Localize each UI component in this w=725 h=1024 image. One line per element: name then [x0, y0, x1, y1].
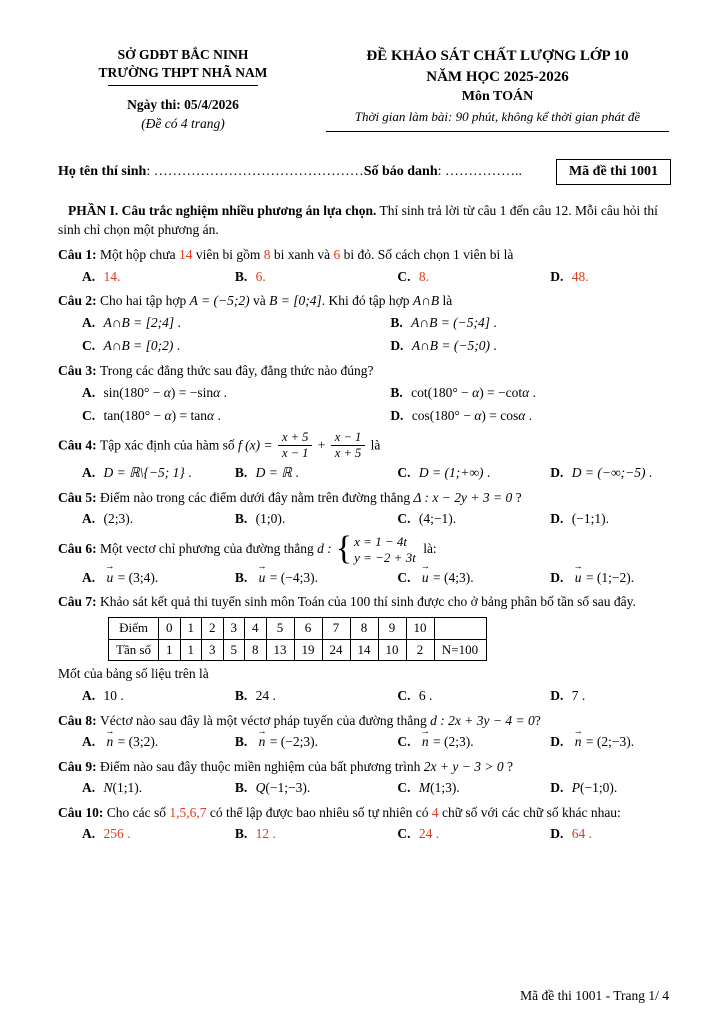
math-expression: α — [163, 384, 171, 400]
answer-label: D. — [390, 338, 404, 354]
answer-label: B. — [234, 734, 248, 750]
math-expression: D = ℝ\{−5; 1} — [103, 465, 185, 481]
subject-name: Môn TOÁN — [461, 89, 534, 105]
answer-label: C. — [397, 826, 411, 842]
answers-grid — [82, 823, 671, 845]
student-info-line — [58, 164, 546, 180]
vector-symbol: → n — [421, 732, 430, 752]
student-info-row — [58, 159, 671, 185]
question-label: Câu 8: — [58, 712, 101, 728]
question-stem: Câu 2: Cho hai tập hợp A = (−5;2) và B = [0;4]. Khi đó tập hợp A∩B là — [58, 293, 453, 309]
question-label: Câu 4: — [58, 437, 101, 453]
answer-option: A. D = ℝ\{−5; 1} . — [82, 465, 192, 481]
answer-label: A. — [82, 826, 96, 842]
question-stem: Câu 10: Cho các số 1,5,6,7 có thể lập được bao nhiêu số tự nhiên có 4 chữ số với các chữ số khác nhau: — [58, 804, 621, 820]
answer-option: B. A∩B = (−5;4] . — [390, 314, 497, 330]
question-stem: Câu 9: Điểm nào sau đây thuộc miền nghiệm của bất phương trình 2x + y − 3 > 0 ? — [58, 758, 513, 774]
answer-option: C. → n = (2;3). — [397, 731, 542, 753]
math-expression: B = [0;4] — [269, 293, 322, 309]
table-cell: 10 — [406, 617, 434, 639]
answer-option: A. → n = (3;2). — [82, 731, 227, 753]
fraction-denominator: x + 5 — [334, 446, 362, 461]
math-expression: d : 2x + 3y − 4 = 0 — [430, 712, 535, 728]
question-stem: Câu 8: Véctơ nào sau đây là một véctơ pháp tuyến của đường thẳng d : 2x + 3y − 4 = 0? — [58, 712, 541, 728]
math-expression: α — [213, 384, 221, 400]
equation-system — [335, 530, 416, 568]
school-year: NĂM HỌC 2025-2026 — [426, 68, 569, 85]
fraction-denominator: x − 1 — [281, 446, 309, 461]
answer-option: B. D = ℝ . — [234, 465, 299, 481]
math-expression: P — [571, 780, 581, 796]
math-expression: 2x + y − 3 > 0 — [423, 758, 504, 774]
answer-option: C. tan(180° − α) = tanα . — [82, 408, 221, 424]
question-block — [58, 530, 671, 588]
question-label: Câu 10: — [58, 804, 107, 820]
answer-label: A. — [82, 465, 96, 481]
math-expression: d : — [317, 540, 332, 556]
candidate-number-dots: : …………….. — [437, 163, 523, 179]
answer-label: C. — [397, 465, 411, 481]
student-name-label: Họ tên thí sinh — [58, 163, 147, 179]
school-name: TRƯỜNG THPT NHÃ NAM — [98, 65, 268, 81]
highlighted-number: 6 — [333, 247, 341, 263]
part1-description: Thí sinh trả lời từ câu 1 đến câu 12. Mỗi câu hỏi thí sinh chỉ chọn một phương án. — [58, 202, 658, 238]
question-block — [58, 711, 671, 753]
answer-label: C. — [397, 734, 411, 750]
table-cell: 0 — [159, 617, 181, 639]
question-stem: Câu 3: Trong các đẳng thức sau đây, đẳng thức nào đúng? — [58, 363, 374, 378]
answer-option: D. (−1;1). — [550, 511, 609, 527]
answer-label: C. — [397, 687, 411, 703]
math-expression: α — [164, 408, 172, 424]
math-expression: α — [472, 384, 480, 400]
question-label: Câu 5: — [58, 489, 101, 505]
vector-symbol: → u — [258, 568, 267, 588]
question-label: Câu 6: — [58, 540, 101, 556]
answer-label: B. — [234, 465, 248, 481]
math-expression: N — [103, 780, 113, 796]
table-row — [109, 617, 487, 639]
table-cell: 1 — [159, 639, 181, 661]
exam-title: ĐỀ KHẢO SÁT CHẤT LƯỢNG LỚP 10 — [366, 48, 629, 64]
math-expression: α — [522, 384, 530, 400]
answers-grid — [82, 685, 671, 707]
highlighted-number: 8. — [418, 268, 430, 284]
highlighted-number: 24 . — [418, 826, 440, 842]
table-cell: 5 — [223, 639, 245, 661]
answer-option: B. (1;0). — [234, 511, 286, 527]
answer-option: A. 10 . — [82, 687, 124, 703]
answer-option: C. M(1;3). — [397, 780, 460, 796]
cases-brace-icon: { — [335, 530, 353, 568]
question-stem: Câu 7: Khảo sát kết quả thi tuyển sinh môn Toán của 100 thí sinh được cho ở bảng phân bố tần số sau đây. — [58, 594, 636, 610]
answer-option: D. D = (−∞;−5) . — [550, 465, 653, 481]
answer-label: C. — [397, 511, 411, 527]
table-cell: 2 — [202, 617, 224, 639]
answer-label: D. — [550, 268, 564, 284]
math-expression: A∩B = (−5;4] — [411, 314, 491, 330]
table-cell: 5 — [266, 617, 294, 639]
table-cell — [434, 617, 486, 639]
answer-label: D. — [550, 465, 564, 481]
answer-option: A. A∩B = [2;4] . — [82, 314, 181, 330]
header — [58, 46, 671, 133]
question-post-text: Mốt của bảng số liệu trên là — [58, 666, 209, 682]
question-stem: Câu 6: Một vectơ chỉ phương của đường thẳng d : { x = 1 − 4t y = −2 + 3t là: — [58, 530, 437, 568]
answer-option: A. → u = (3;4). — [82, 567, 227, 589]
answer-label: A. — [82, 268, 96, 284]
answer-option: A. (2;3). — [82, 511, 134, 527]
vector-symbol: → u — [574, 568, 583, 588]
answer-option — [235, 266, 390, 288]
fraction — [278, 431, 312, 462]
answer-label: D. — [390, 408, 404, 424]
answer-option: D. A∩B = (−5;0) . — [390, 338, 497, 354]
vector-symbol: → n — [258, 732, 267, 752]
frequency-table — [108, 617, 487, 662]
table-cell: 8 — [350, 617, 378, 639]
highlighted-number: 256 . — [103, 826, 131, 842]
answer-option: B. 24 . — [234, 687, 276, 703]
answer-label: A. — [82, 734, 96, 750]
answer-label: C. — [82, 408, 96, 424]
student-name-dots: : ……………………………………… — [146, 163, 364, 179]
answer-option: C. → u = (4;3). — [397, 567, 542, 589]
highlighted-number: 14. — [103, 268, 121, 284]
table-cell: Điểm — [109, 617, 159, 639]
answer-option: C. A∩B = [0;2) . — [82, 338, 181, 354]
answer-option: B. → u = (−4;3). — [235, 567, 390, 589]
question-label: Câu 9: — [58, 758, 101, 774]
answer-label: C. — [397, 569, 411, 585]
table-cell: 24 — [322, 639, 350, 661]
answer-option: D. 7 . — [550, 687, 586, 703]
table-cell: 14 — [350, 639, 378, 661]
answer-label: A. — [82, 780, 96, 796]
answer-label: A. — [82, 569, 96, 585]
highlighted-number: 8 — [263, 247, 271, 263]
fraction — [331, 431, 365, 462]
answer-label: D. — [550, 511, 564, 527]
answer-label: B. — [234, 511, 248, 527]
question-label: Câu 1: — [58, 247, 101, 263]
answer-option: A. N(1;1). — [82, 780, 143, 796]
vector-symbol: → n — [106, 732, 115, 752]
answer-label: B. — [390, 384, 403, 400]
table-cell: 19 — [294, 639, 322, 661]
table-cell: N=100 — [434, 639, 486, 661]
question-label: Câu 2: — [58, 293, 101, 309]
answer-label: A. — [82, 687, 96, 703]
fraction-numerator: x − 1 — [331, 431, 365, 447]
answer-option — [550, 266, 671, 288]
table-cell: 7 — [322, 617, 350, 639]
highlighted-number: 6. — [255, 268, 266, 284]
math-expression: f (x) = — [237, 437, 276, 453]
cases-rows — [354, 534, 416, 566]
question-stem: Câu 4: Tập xác định của hàm số f (x) = $\frac{x + 5}{x - 1}$ + $\frac{x - 1}{x + 5}$ là — [58, 429, 381, 461]
answer-option: C. 6 . — [397, 687, 433, 703]
answers-grid — [82, 508, 671, 530]
answers-grid — [82, 382, 671, 427]
answer-label: A. — [82, 511, 96, 527]
question-stem: Câu 5: Điểm nào trong các điểm dưới đây nằm trên đường thẳng Δ : x − 2y + 3 = 0 ? — [58, 489, 522, 505]
answer-option: A. sin(180° − α) = −sinα . — [82, 384, 227, 400]
department-name: SỞ GDĐT BẮC NINH — [117, 47, 249, 62]
answer-label: D. — [550, 780, 564, 796]
fraction-numerator: x + 5 — [278, 431, 312, 447]
page-footer: Mã đề thi 1001 - Trang 1/ 4 — [520, 988, 669, 1003]
math-expression: Δ : x − 2y + 3 = 0 — [413, 489, 513, 505]
answer-option — [397, 823, 542, 845]
answer-option: D. cos(180° − α) = cosα . — [390, 408, 533, 424]
answer-option: C. D = (1;+∞) . — [397, 465, 491, 481]
answer-option — [82, 823, 227, 845]
vector-symbol: → n — [574, 732, 583, 752]
table-row — [109, 639, 487, 661]
math-expression: A∩B = (−5;0) — [411, 338, 491, 354]
table-cell: 1 — [180, 639, 202, 661]
answer-label: D. — [550, 569, 564, 585]
answers-grid — [82, 462, 671, 484]
table-cell: 9 — [378, 617, 406, 639]
question-block — [58, 431, 671, 484]
table-cell: 3 — [223, 617, 245, 639]
highlighted-number: 14 — [178, 247, 193, 263]
table-cell: 6 — [294, 617, 322, 639]
math-expression: D = ℝ — [255, 465, 292, 481]
answer-option: C. (4;−1). — [397, 511, 457, 527]
answers-grid — [82, 777, 671, 799]
candidate-number-label: Số báo danh — [363, 163, 438, 179]
cases-row: x = 1 − 4t — [354, 533, 408, 549]
answer-option — [397, 266, 542, 288]
part1-title: PHẦN I. Câu trắc nghiệm nhiều phương án lựa chọn. — [68, 202, 377, 218]
pages-note: (Đề có 4 trang) — [141, 115, 225, 131]
question-block — [58, 803, 671, 845]
highlighted-number: 48. — [571, 268, 589, 284]
math-expression: α — [518, 408, 526, 424]
answers-grid — [82, 266, 671, 288]
table-cell: 1 — [180, 617, 202, 639]
answer-label: B. — [234, 826, 248, 842]
math-expression: A∩B — [412, 293, 440, 309]
question-block — [58, 592, 671, 706]
math-expression: α — [474, 408, 482, 424]
answer-label: C. — [397, 780, 411, 796]
answer-option: D. P(−1;0). — [550, 780, 618, 796]
answer-label: D. — [550, 826, 564, 842]
table-cell: Tần số — [109, 639, 159, 661]
table-cell: 2 — [406, 639, 434, 661]
question-block — [58, 488, 671, 530]
highlighted-number: 12 . — [255, 826, 276, 842]
part1-intro — [58, 201, 671, 239]
header-left-rule — [108, 85, 258, 86]
exam-code-box: Mã đề thi 1001 — [556, 159, 671, 185]
math-expression: D = (1;+∞) — [418, 465, 484, 481]
answer-label: B. — [234, 687, 248, 703]
highlighted-number: 4 — [431, 804, 439, 820]
answer-label: A. — [82, 314, 96, 330]
math-expression: A∩B = [0;2) — [103, 338, 174, 354]
header-left — [58, 46, 308, 133]
highlighted-number: 64 . — [571, 826, 593, 842]
answer-label: B. — [390, 314, 403, 330]
answers-grid — [82, 312, 671, 357]
math-expression: α — [206, 408, 215, 424]
answer-option: B. Q(−1;−3). — [234, 780, 311, 796]
math-expression: D = (−∞;−5) — [571, 465, 646, 481]
math-expression: Q — [255, 780, 266, 796]
answers-grid — [82, 567, 671, 589]
table-cell: 13 — [266, 639, 294, 661]
answer-option: D. → u = (1;−2). — [550, 567, 671, 589]
answer-option: B. cot(180° − α) = −cotα . — [390, 384, 536, 400]
question-block — [58, 361, 671, 427]
math-expression: A∩B = [2;4] — [103, 314, 175, 330]
duration-note: Thời gian làm bài: 90 phút, không kể thời gian phát đề — [326, 108, 669, 132]
answer-option — [550, 823, 671, 845]
question-label: Câu 7: — [58, 594, 101, 610]
table-cell: 3 — [202, 639, 224, 661]
answer-label: D. — [550, 734, 564, 750]
question-stem: Câu 1: Một hộp chưa 14 viên bi gồm 8 bi xanh và 6 bi đỏ. Số cách chọn 1 viên bi là — [58, 247, 514, 263]
questions-container — [58, 245, 671, 845]
answer-option: B. → n = (−2;3). — [235, 731, 390, 753]
answer-label: B. — [234, 780, 248, 796]
highlighted-number: 1,5,6,7 — [169, 804, 207, 820]
answer-label: C. — [397, 268, 411, 284]
math-expression: M — [418, 780, 431, 796]
math-expression: A = (−5;2) — [189, 293, 250, 309]
answer-label: C. — [82, 338, 96, 354]
vector-symbol: → u — [106, 568, 115, 588]
table-cell: 10 — [378, 639, 406, 661]
answer-label: B. — [234, 268, 248, 284]
answer-option — [235, 823, 390, 845]
header-right — [324, 46, 671, 132]
answer-label: B. — [234, 569, 248, 585]
question-block — [58, 757, 671, 799]
vector-symbol: → u — [421, 568, 430, 588]
table-cell: 4 — [245, 617, 267, 639]
answer-option: D. → n = (2;−3). — [550, 731, 671, 753]
answer-option — [82, 266, 227, 288]
question-block — [58, 245, 671, 287]
question-label: Câu 3: — [58, 363, 101, 378]
exam-date: Ngày thi: 05/4/2026 — [127, 97, 239, 113]
table-cell: 8 — [245, 639, 267, 661]
answer-label: D. — [550, 687, 564, 703]
cases-row: y = −2 + 3t — [354, 549, 416, 565]
answers-grid — [82, 731, 671, 753]
question-block — [58, 291, 671, 357]
answer-label: A. — [82, 384, 96, 400]
